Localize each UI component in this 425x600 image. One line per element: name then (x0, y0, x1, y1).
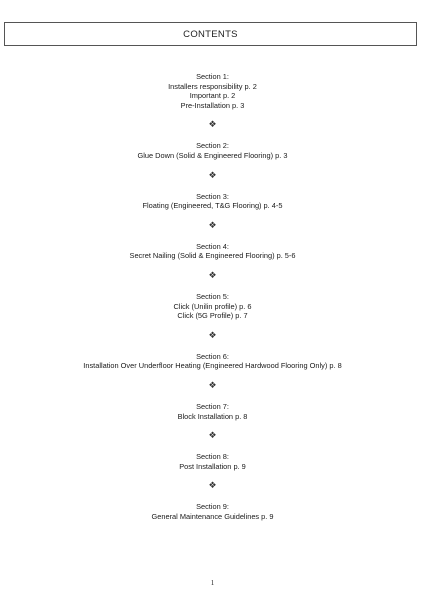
ornament-divider-icon: ❖ (208, 431, 217, 442)
toc-section-7 (0, 402, 425, 421)
toc-entry: Secret Nailing (Solid & Engineered Flooring) p. 5-6 (129, 251, 296, 261)
toc-section-8 (0, 452, 425, 471)
toc-entry: Floating (Engineered, T&G Flooring) p. 4-5 (142, 201, 283, 211)
toc-section-3 (0, 192, 425, 211)
table-of-contents (0, 72, 425, 521)
section-heading: Section 6: (196, 351, 229, 361)
toc-entry: Block Installation p. 8 (177, 411, 248, 421)
toc-entry: Installation Over Underfloor Heating (Engineered Hardwood Flooring Only) p. 8 (83, 361, 342, 371)
toc-section-4 (0, 242, 425, 261)
toc-entry: Glue Down (Solid & Engineered Flooring) p. 3 (137, 150, 288, 160)
ornament-divider-icon: ❖ (208, 270, 217, 281)
section-heading: Section 8: (196, 452, 229, 462)
toc-section-5 (0, 292, 425, 321)
section-heading: Section 5: (196, 291, 229, 301)
toc-section-2 (0, 141, 425, 160)
toc-entry: Installers responsibility p. 2 (168, 81, 257, 91)
toc-entry: Important p. 2 (189, 91, 236, 101)
contents-header-box (4, 22, 417, 46)
section-heading: Section 1: (196, 72, 229, 81)
toc-section-6 (0, 352, 425, 371)
section-heading: Section 9: (196, 502, 229, 512)
page-title: CONTENTS (183, 28, 238, 40)
ornament-divider-icon: ❖ (208, 220, 217, 231)
section-heading: Section 2: (196, 141, 229, 151)
toc-entry: Post Installation p. 9 (179, 461, 246, 471)
section-heading: Section 4: (196, 241, 229, 251)
ornament-divider-icon: ❖ (208, 380, 217, 391)
toc-entry: General Maintenance Guidelines p. 9 (151, 511, 274, 521)
toc-entry: Click (5G Profile) p. 7 (177, 311, 248, 321)
toc-section-1 (0, 72, 425, 110)
section-heading: Section 3: (196, 191, 229, 201)
toc-entry: Click (Unilin profile) p. 6 (173, 301, 252, 311)
toc-section-9 (0, 502, 425, 521)
ornament-divider-icon: ❖ (208, 170, 217, 181)
toc-entry: Pre-Installation p. 3 (180, 100, 245, 110)
page-number: 1 (210, 579, 215, 587)
ornament-divider-icon: ❖ (208, 330, 217, 341)
ornament-divider-icon: ❖ (208, 120, 217, 131)
section-heading: Section 7: (196, 401, 229, 411)
ornament-divider-icon: ❖ (208, 481, 217, 492)
